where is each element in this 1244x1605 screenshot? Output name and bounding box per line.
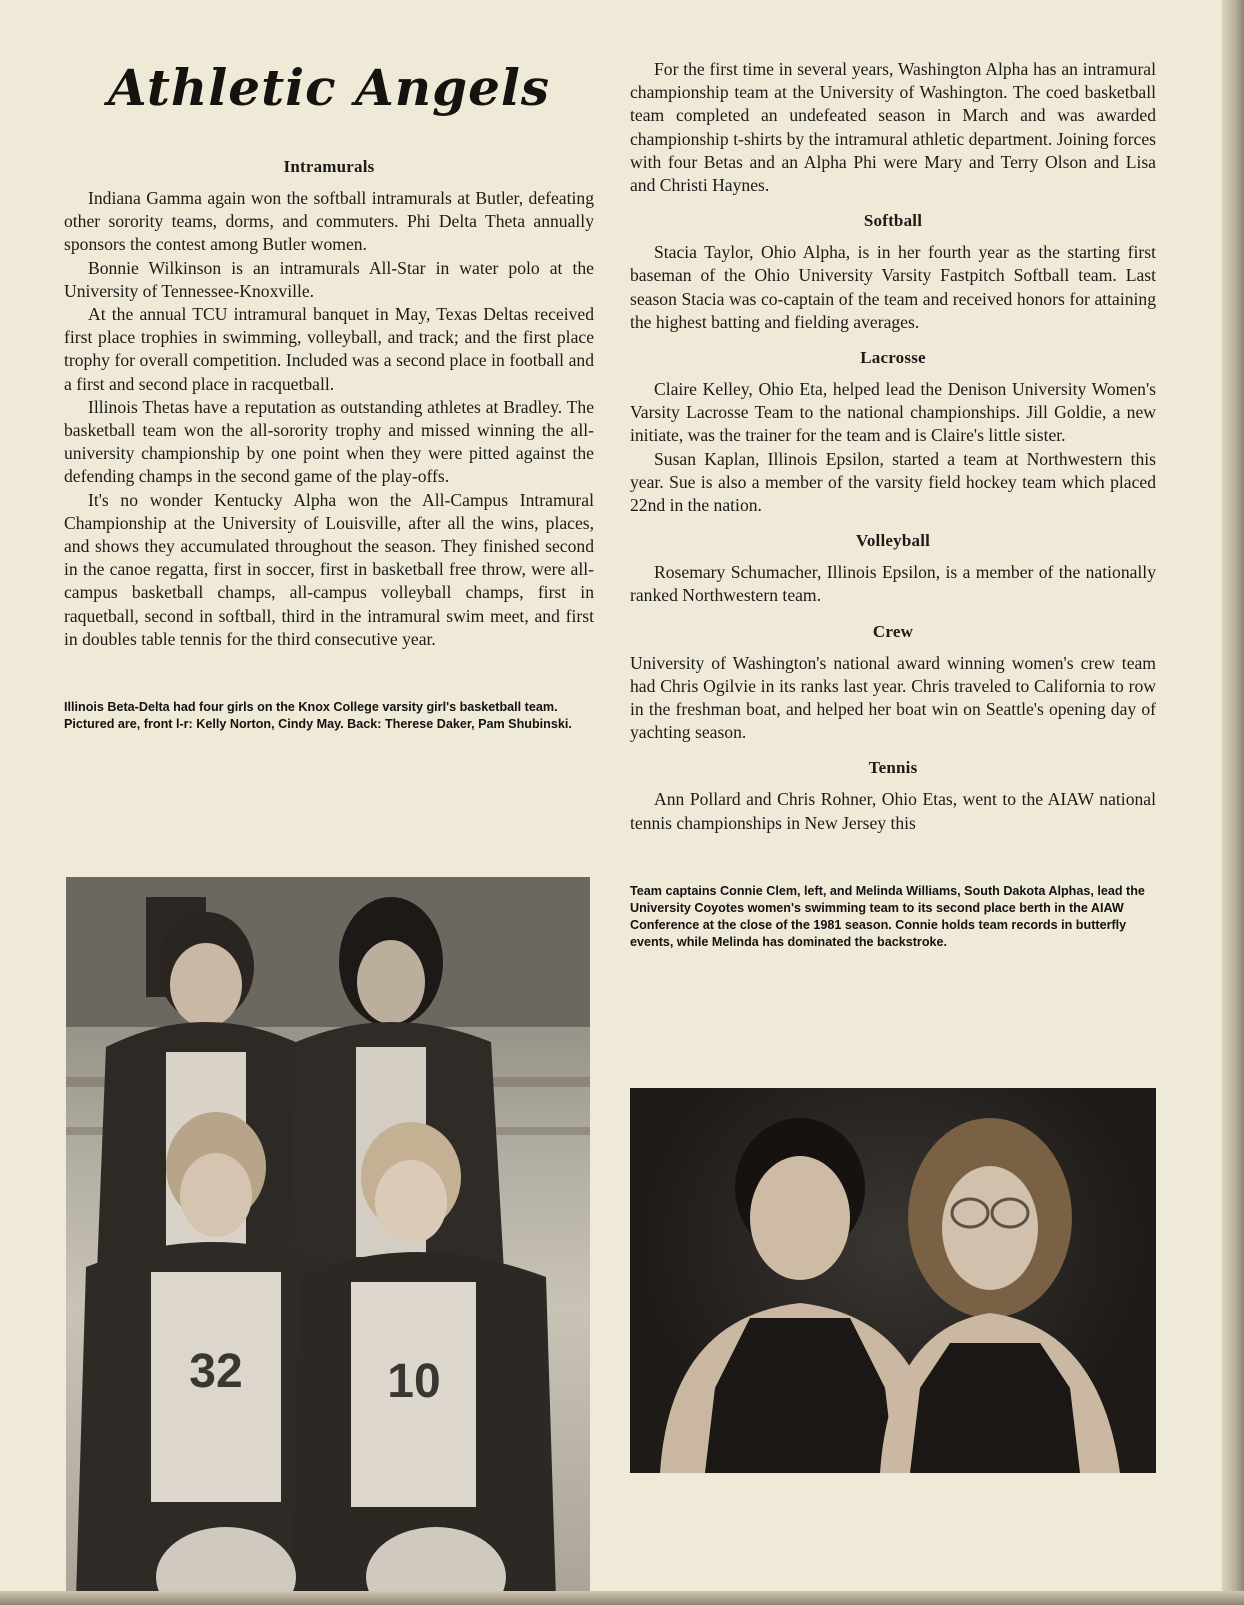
- basketball-photo-caption: Illinois Beta-Delta had four girls on the Knox College varsity girl's basketball team. Pictured are, front l-r: Kelly Norton, Cindy May. Back: Therese Daker, Pam Shubinski.: [64, 700, 572, 732]
- svg-text:10: 10: [387, 1355, 441, 1408]
- left-column: [64, 40, 594, 733]
- basketball-photo-illustration: [66, 877, 590, 1599]
- page-edge-right: [1222, 0, 1244, 1605]
- heading-lacrosse: Lacrosse: [860, 348, 926, 368]
- heading-softball: Softball: [863, 211, 923, 231]
- heading-crew: Crew: [872, 621, 914, 641]
- basketball-team-photo: [66, 877, 590, 1599]
- paragraph-stacia-taylor: Stacia Taylor, Ohio Alpha, is in her fourth year as the starting first baseman of the Ohio University Varsity Fastpitch Softball team. Last season Stacia was co-captain of the team and received honors for attaining the highest batting and fielding averages.: [630, 242, 1156, 332]
- paragraph-bonnie-wilkinson: Bonnie Wilkinson is an intramurals All-Star in water polo at the University of Tennessee-Knoxville.: [64, 257, 594, 301]
- page-edge-bottom: [0, 1591, 1244, 1605]
- paragraph-pollard-rohner: Ann Pollard and Chris Rohner, Ohio Etas, went to the AIAW national tennis championships in New Jersey this: [630, 789, 1156, 833]
- paragraph-illinois-thetas: Illinois Thetas have a reputation as outstanding athletes at Bradley. The basketball team won the all-sorority trophy and missed winning the all-university championship by one point when they were pitted against the defending champs in the second game of the play-offs.: [64, 396, 594, 487]
- heading-tennis: Tennis: [868, 758, 918, 778]
- swimming-photo-illustration: [630, 1088, 1156, 1473]
- paragraph-texas-deltas: At the annual TCU intramural banquet in May, Texas Deltas received first place trophies in swimming, volleyball, and track; and the first place trophy for overall competition. Included was a second place in football and a first and second place in racquetball.: [64, 304, 594, 394]
- swimming-captains-photo: [630, 1088, 1156, 1473]
- paragraph-washington-alpha: For the first time in several years, Washington Alpha has an intramural championship team at the University of Washington. The coed basketball team completed an undefeated season in March and was awarded championship t-shirts by the intramural athletic department. Joining forces with four Betas and an Alpha Phi were Mary and Terry Olson and Lisa and Christi Haynes.: [630, 59, 1156, 196]
- right-column: [630, 58, 1156, 951]
- page-title: Athletic Angels: [107, 58, 551, 117]
- svg-text:32: 32: [189, 1345, 243, 1398]
- paragraph-susan-kaplan: Susan Kaplan, Illinois Epsilon, started a team at Northwestern this year. Sue is also a member of the varsity field hockey team which placed 22nd in the nation.: [630, 448, 1156, 516]
- paragraph-rosemary-schumacher: Rosemary Schumacher, Illinois Epsilon, is a member of the nationally ranked Northwestern team.: [630, 562, 1156, 606]
- paragraph-indiana-gamma: Indiana Gamma again won the softball intramurals at Butler, defeating other sorority teams, dorms, and commuters. Phi Delta Theta annually sponsors the contest among Butler women.: [64, 188, 594, 255]
- paragraph-chris-ogilvie: University of Washington's national award winning women's crew team had Chris Ogilvie in its ranks last year. Chris traveled to California to row in the freshman boat, and helped her boat win on Seattle's opening day of yachting season.: [630, 652, 1156, 743]
- heading-intramurals: Intramurals: [283, 157, 375, 176]
- swimming-photo-caption: Team captains Connie Clem, left, and Melinda Williams, South Dakota Alphas, lead the University Coyotes women's swimming team to its second place berth in the AIAW Conference at the close of the 1981 season. Connie holds team records in butterfly events, while Melinda has dominated the backstroke.: [630, 883, 1145, 949]
- paragraph-kentucky-alpha: It's no wonder Kentucky Alpha won the All-Campus Intramural Championship at the University of Louisville, after all the wins, places, and shows they accumulated throughout the season. They finished second in the canoe regatta, first in soccer, first in basketball free throw, were all-campus basketball champs, all-campus volleyball champs, first in raquetball, second in softball, third in the intramural swim meet, and first in doubles table tennis for the third consecutive year.: [64, 489, 594, 649]
- paragraph-claire-kelley: Claire Kelley, Ohio Eta, helped lead the Denison University Women's Varsity Lacrosse Team to the national championships. Jill Goldie, a new initiate, was the trainer for the team and is Claire's little sister.: [630, 379, 1156, 446]
- heading-volleyball: Volleyball: [855, 531, 931, 551]
